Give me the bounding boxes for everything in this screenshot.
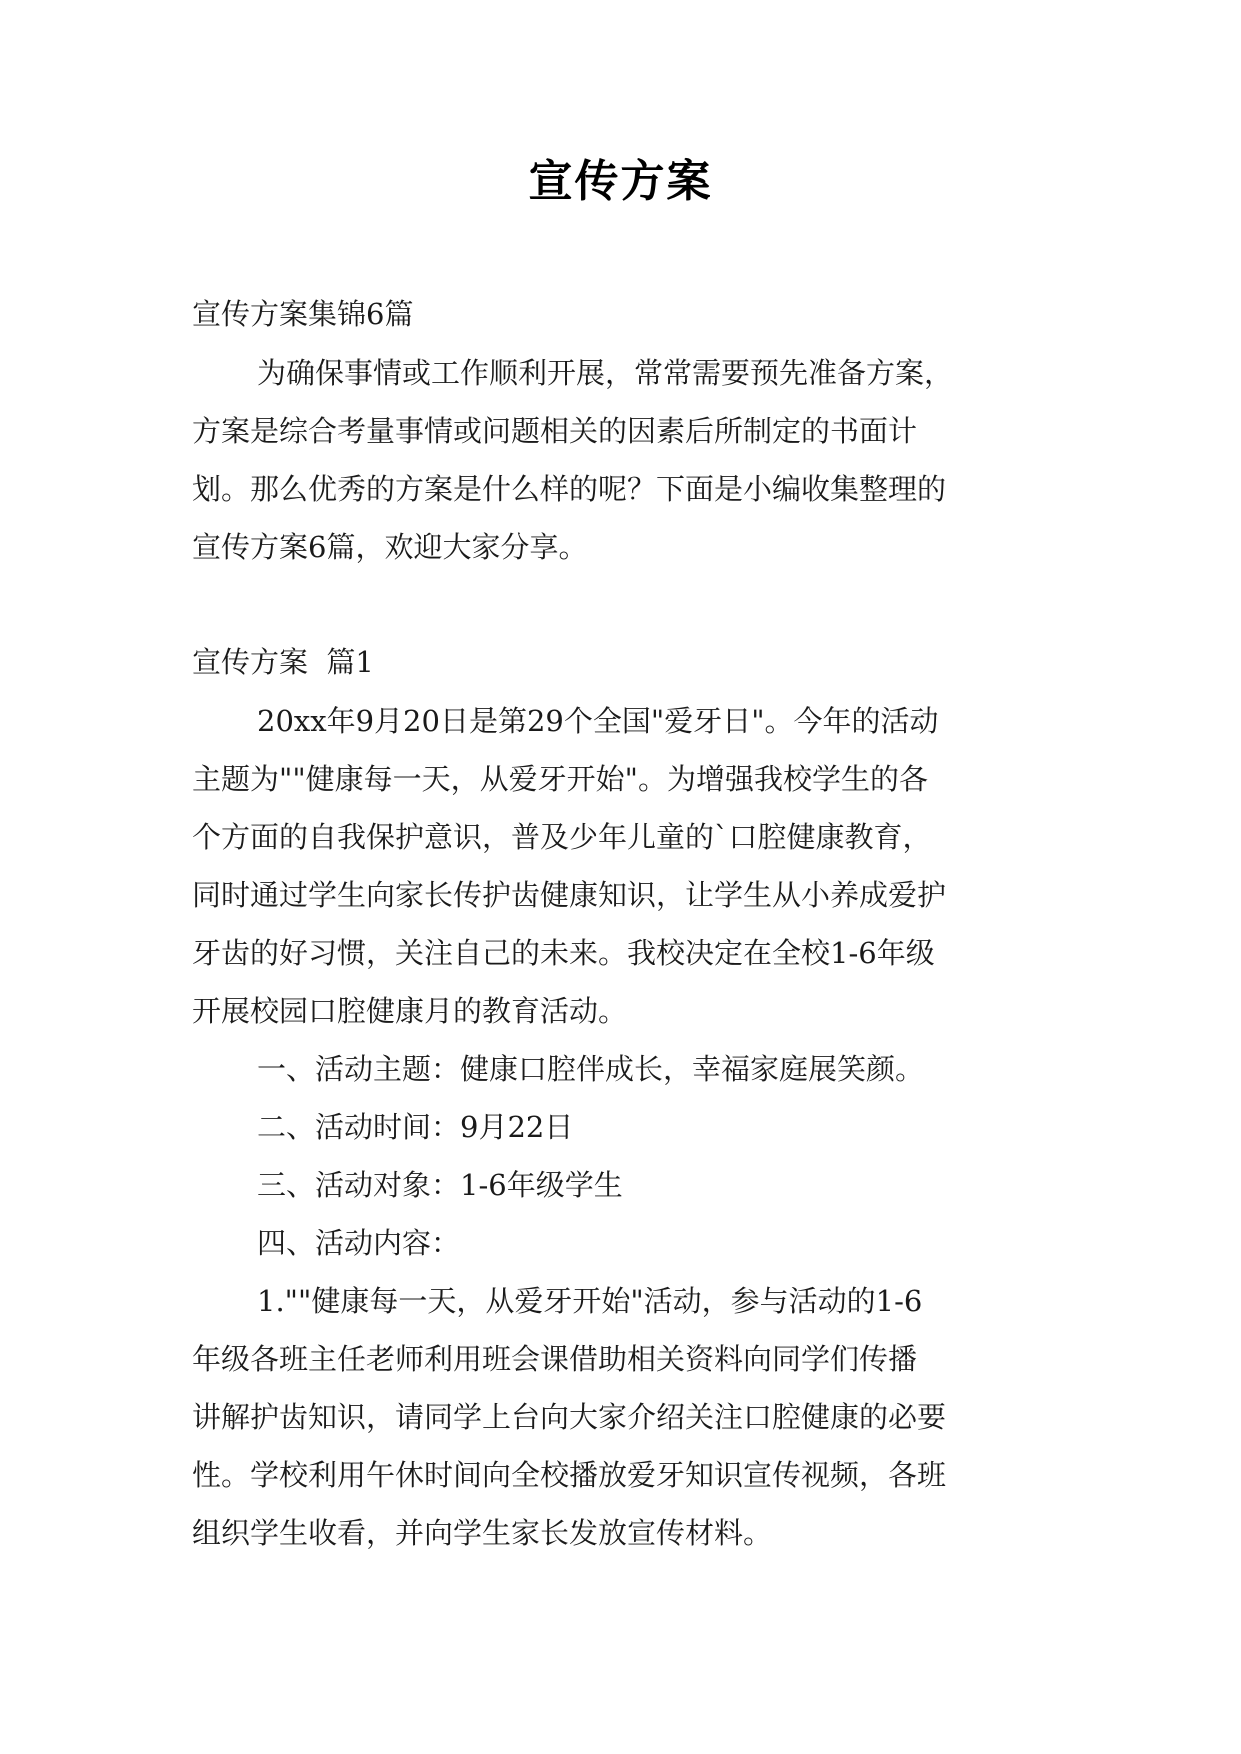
intro-paragraph — [192, 344, 1060, 576]
body-line: 年级各班主任老师利用班会课借助相关资料向同学们传播 — [192, 1342, 918, 1376]
intro-line: 划。那么优秀的方案是什么样的呢？下面是小编收集整理的 — [192, 472, 947, 506]
intro-line: 宣传方案6篇，欢迎大家分享。 — [192, 530, 588, 564]
collection-heading-text: 宣传方案集锦6篇 — [192, 297, 414, 331]
body-line: 个方面的自我保护意识，普及少年儿童的`口腔健康教育， — [192, 820, 932, 854]
body-line: 20xx年9月20日是第29个全国"爱牙日"。今年的活动 — [257, 704, 939, 738]
intro-line: 方案是综合考量事情或问题相关的因素后所制定的书面计 — [192, 414, 918, 448]
section-1-heading — [192, 633, 1060, 691]
body-line: 主题为""健康每一天，从爱牙开始"。为增强我校学生的各 — [192, 762, 929, 796]
collection-heading — [192, 285, 1060, 343]
intro-line: 为确保事情或工作顺利开展，常常需要预先准备方案， — [257, 356, 954, 390]
activity-content-heading: 四、活动内容： — [257, 1226, 461, 1260]
body-line: 开展校园口腔健康月的教育活动。 — [192, 994, 628, 1028]
section-1-body — [192, 692, 1060, 1562]
activity-audience: 三、活动对象：1-6年级学生 — [257, 1168, 623, 1202]
body-line: 牙齿的好习惯，关注自己的未来。我校决定在全校1-6年级 — [192, 936, 935, 970]
section-1-heading-text: 宣传方案 篇1 — [192, 645, 374, 679]
body-line: 同时通过学生向家长传护齿健康知识，让学生从小养成爱护 — [192, 878, 947, 912]
body-line: 性。学校利用午休时间向全校播放爱牙知识宣传视频，各班 — [192, 1458, 947, 1492]
document-title: 宣传方案 — [528, 156, 713, 207]
activity-time: 二、活动时间：9月22日 — [257, 1110, 574, 1144]
body-line: 1.""健康每一天，从爱牙开始"活动，参与活动的1-6 — [257, 1284, 923, 1318]
body-line: 讲解护齿知识，请同学上台向大家介绍关注口腔健康的必要 — [192, 1400, 947, 1434]
activity-theme: 一、活动主题：健康口腔伴成长，幸福家庭展笑颜。 — [257, 1052, 925, 1086]
body-line: 组织学生收看，并向学生家长发放宣传材料。 — [192, 1516, 773, 1550]
